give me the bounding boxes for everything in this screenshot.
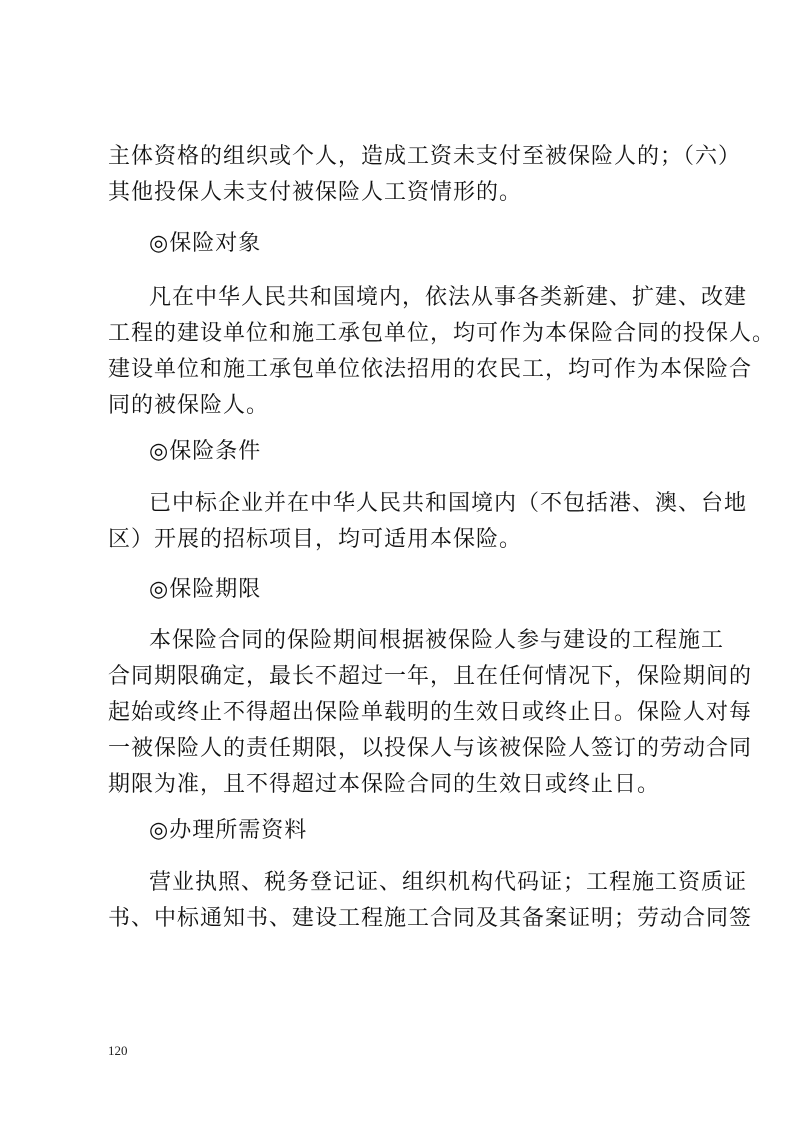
text-line: 合同期限确定，最长不超过一年，且在任何情况下，保险期间的 [108, 664, 753, 689]
heading-text: ◎保险期限 [149, 577, 262, 602]
section-heading-insurance-period [108, 574, 698, 606]
text-line: 本保险合同的保险期间根据被保险人参与建设的工程施工 [149, 628, 725, 653]
text-line: 书、中标通知书、建设工程施工合同及其备案证明；劳动合同签 [108, 906, 753, 931]
text-line: 主体资格的组织或个人，造成工资未支付至被保险人的；（六） [108, 144, 742, 169]
text-line: 同的被保险人。 [108, 393, 270, 418]
paragraph-insurance-period [108, 625, 753, 801]
text-line: 期限为准，且不得超过本保险合同的生效日或终止日。 [108, 772, 661, 797]
text-line: 工程的建设单位和施工承包单位，均可作为本保险合同的投保人。 [108, 321, 776, 346]
page-number: 120 [108, 1043, 128, 1058]
text-line: 已中标企业并在中华人民共和国境内（不包括港、澳、台地 [149, 491, 748, 516]
text-line: 起始或终止不得超出保险单载明的生效日或终止日。保险人对每 [108, 700, 753, 725]
heading-text: ◎保险条件 [149, 439, 262, 464]
section-heading-insurance-conditions [108, 436, 698, 468]
text-line: 凡在中华人民共和国境内，依法从事各类新建、扩建、改建 [149, 285, 748, 310]
text-line: 营业执照、税务登记证、组织机构代码证；工程施工资质证 [149, 870, 748, 895]
section-heading-insurance-object [108, 228, 698, 260]
heading-text: ◎保险对象 [149, 231, 262, 256]
text-line: 区）开展的招标项目，均可适用本保险。 [108, 527, 523, 552]
paragraph-required-documents [108, 867, 753, 935]
paragraph-insurance-object [108, 282, 776, 422]
paragraph-insurance-conditions [108, 488, 748, 556]
heading-text: ◎办理所需资料 [149, 818, 308, 843]
text-line: 一被保险人的责任期限，以投保人与该被保险人签订的劳动合同 [108, 736, 753, 761]
section-heading-required-documents [108, 815, 698, 847]
text-line: 建设单位和施工承包单位依法招用的农民工，均可作为本保险合 [108, 357, 753, 382]
text-line: 其他投保人未支付被保险人工资情形的。 [108, 180, 523, 205]
paragraph-continuation [108, 141, 742, 209]
